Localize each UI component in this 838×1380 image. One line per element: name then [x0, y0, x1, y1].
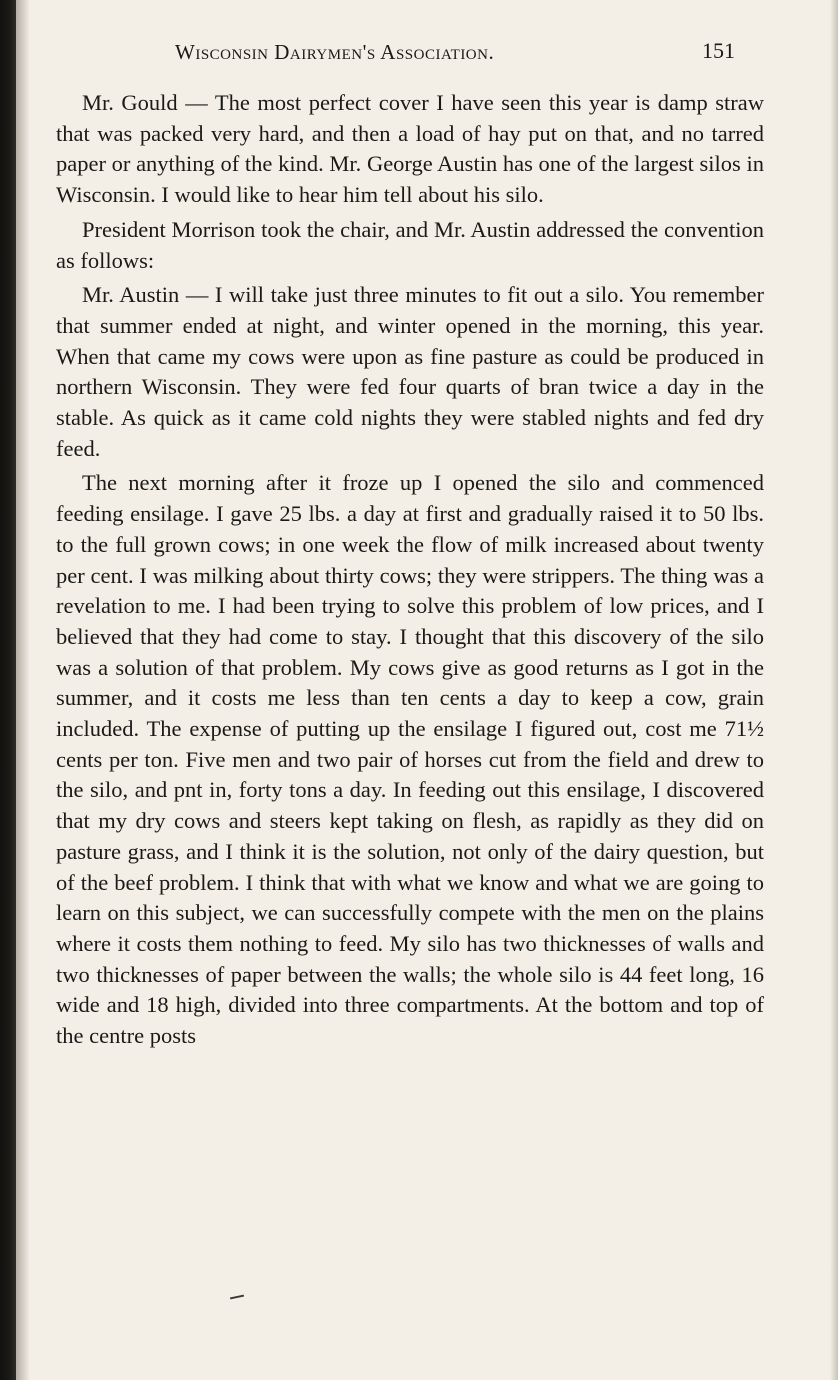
running-title: Wisconsin Dairymen's Association.	[175, 40, 495, 64]
page-edge-shadow	[830, 0, 838, 1380]
paragraph-austin-intro: Mr. Austin — I will take just three minutes to fit out a silo. You remember that summer ended at night, and winter opened in the morning, this year. When that came my cows were upon as fine pasture as could be produced in northern Wisconsin. They were fed four quarts of bran twice a day in the stable. As quick as it came cold nights they were stabled nights and fed dry feed.	[56, 282, 764, 461]
page-header	[175, 40, 735, 76]
paragraph-gould: Mr. Gould — The most perfect cover I have seen this year is damp straw that was packed very hard, and then a load of hay put on that, and no tarred paper or anything of the kind. Mr. George Austin has one of the largest silos in Wisconsin. I would like to hear him tell about his silo.	[56, 90, 764, 208]
paragraph-austin-silo: The next morning after it froze up I opened the silo and commenced feeding ensilage. I gave 25 lbs. a day at first and gradually raised it to 50 lbs. to the full grown cows; in one week the flow of milk increased about twenty per cent. I was milking about thirty cows; they were strippers. The thing was a revelation to me. I had been trying to solve this problem of low prices, and I believed that they had come to stay. I thought that this discovery of the silo was a solution of that problem. My cows give as good returns as I got in the summer, and it costs me less than ten cents a day to keep a cow, grain included. The expense of putting up the ensilage I figured out, cost me 71½ cents per ton. Five men and two pair of horses cut from the field and drew to the silo, and pnt in, forty tons a day. In feeding out this ensilage, I discovered that my dry cows and steers kept taking on flesh, as rapidly as they did on pasture grass, and I think it is the solution, not only of the dairy question, but of the beef problem. I think that with what we know and what we are going to learn on this subject, we can successfully compete with the men on the plains where it costs them nothing to feed. My silo has two thicknesses of walls and two thicknesses of paper between the walls; the whole silo is 44 feet long, 16 wide and 18 high, divided into three compartments. At the bottom and top of the centre posts	[56, 470, 764, 1049]
paragraph-president-morrison: President Morrison took the chair, and Mr. Austin addressed the convention as follows:	[56, 216, 764, 273]
page-number: 151	[702, 38, 735, 63]
gutter-shadow	[16, 0, 30, 1380]
book-binding-edge	[0, 0, 16, 1380]
ink-mark	[230, 1295, 244, 1300]
body-text	[56, 88, 764, 1056]
